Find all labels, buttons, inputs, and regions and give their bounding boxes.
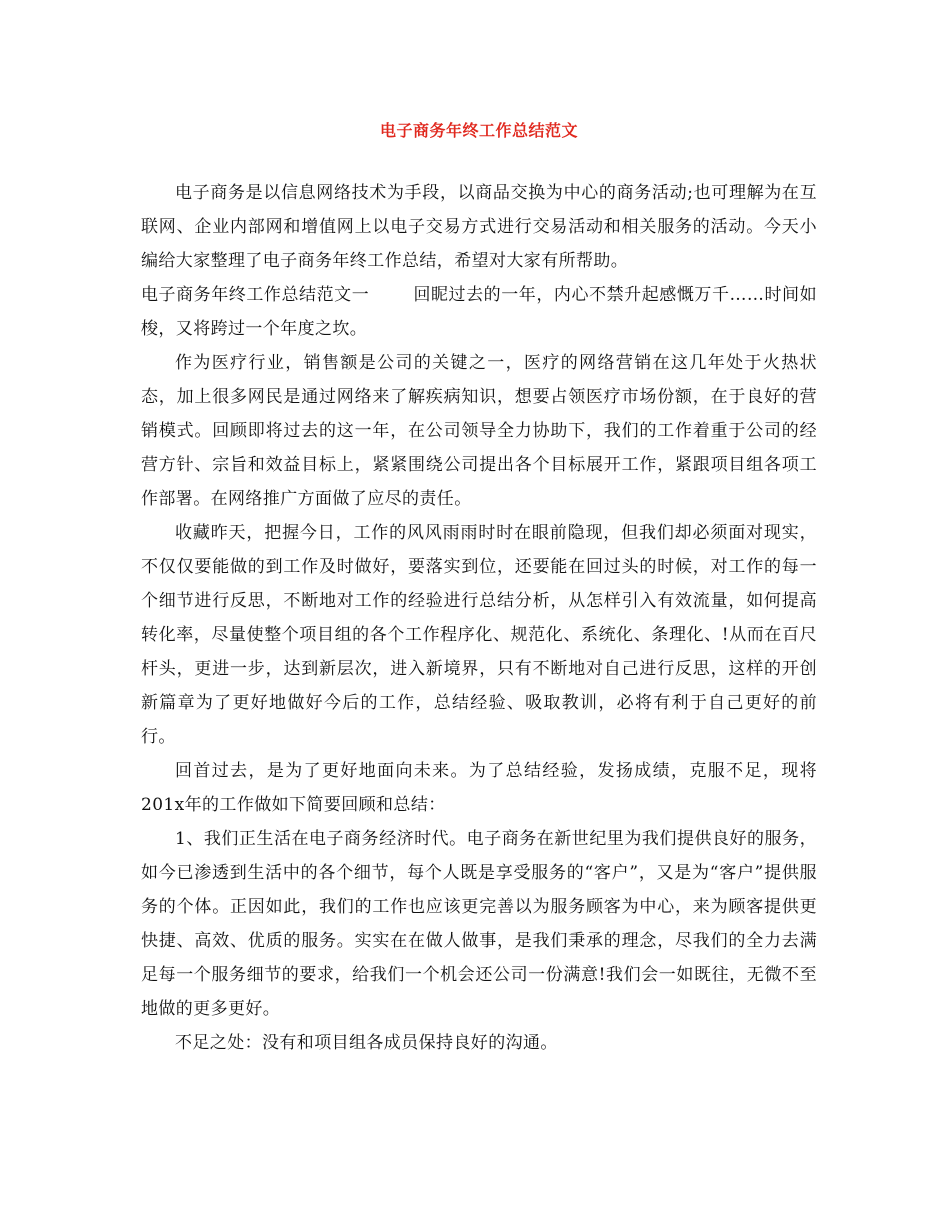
paragraph-2: 收藏昨天，把握今日，工作的风风雨雨时时在眼前隐现，但我们却必须面对现实，不仅仅要能做的到工作及时做好，要落实到位，还要能在回过头的时候，对工作的每一个细节进行反思，不断地对工作的经验进行总结分析，从怎样引入有效流量，如何提高转化率，尽量使整个项目组的各个工作程序化、规范化、系统化、条理化、!从而在百尺杆头，更进一步，达到新层次，进入新境界，只有不断地对自己进行反思，这样的开创新篇章为了更好地做好今后的工作，总结经验、吸取教训，必将有利于自己更好的前行。 bbox=[141, 523, 817, 747]
paragraph-4: 1、我们正生活在电子商务经济时代。电子商务在新世纪里为我们提供良好的服务，如今已渗透到生活中的各个细节，每个人既是享受服务的“客户”，又是为“客户”提供服务的个体。正因如此，我们的工作也应该更完善以为服务顾客为中心，来为顾客提供更快捷、高效、优质的服务。实实在在做人做事，是我们秉承的理念，尽我们的全力去满足每一个服务细节的要求，给我们一个机会还公司一份满意!我们会一如既往，无微不至地做的更多更好。 bbox=[141, 829, 817, 1019]
paragraph-section-one bbox=[141, 278, 817, 346]
paragraph-5: 不足之处：没有和项目组各成员保持良好的沟通。 bbox=[175, 1033, 558, 1053]
document-body bbox=[141, 176, 817, 1060]
paragraph-3: 回首过去，是为了更好地面向未来。为了总结经验，发扬成绩，克服不足，现将201x年的工作做如下简要回顾和总结： bbox=[141, 761, 817, 815]
section-heading: 电子商务年终工作总结范文一 bbox=[141, 285, 370, 305]
paragraph-intro: 电子商务是以信息网络技术为手段，以商品交换为中心的商务活动;也可理解为在互联网、企业内部网和增值网上以电子交易方式进行交易活动和相关服务的活动。今天小编给大家整理了电子商务年终工作总结，希望对大家有所帮助。 bbox=[141, 183, 817, 271]
document-title: 电子商务年终工作总结范文 bbox=[379, 121, 578, 140]
section-first-text: 回眤过去的一年，内心不禁升起感慨万千……时间如梭，又将跨过一个年度之坎。 bbox=[141, 285, 817, 339]
paragraph-1: 作为医疗行业，销售额是公司的关键之一，医疗的网络营销在这几年处于火热状态，加上很多网民是通过网络来了解疾病知识，想要占领医疗市场份额，在于良好的营销模式。回顾即将过去的这一年，在公司领导全力协助下，我们的工作着重于公司的经营方针、宗旨和效益目标上，紧紧围绕公司提出各个目标展开工作，紧跟项目组各项工作部署。在网络推广方面做了应尽的责任。 bbox=[141, 353, 817, 509]
